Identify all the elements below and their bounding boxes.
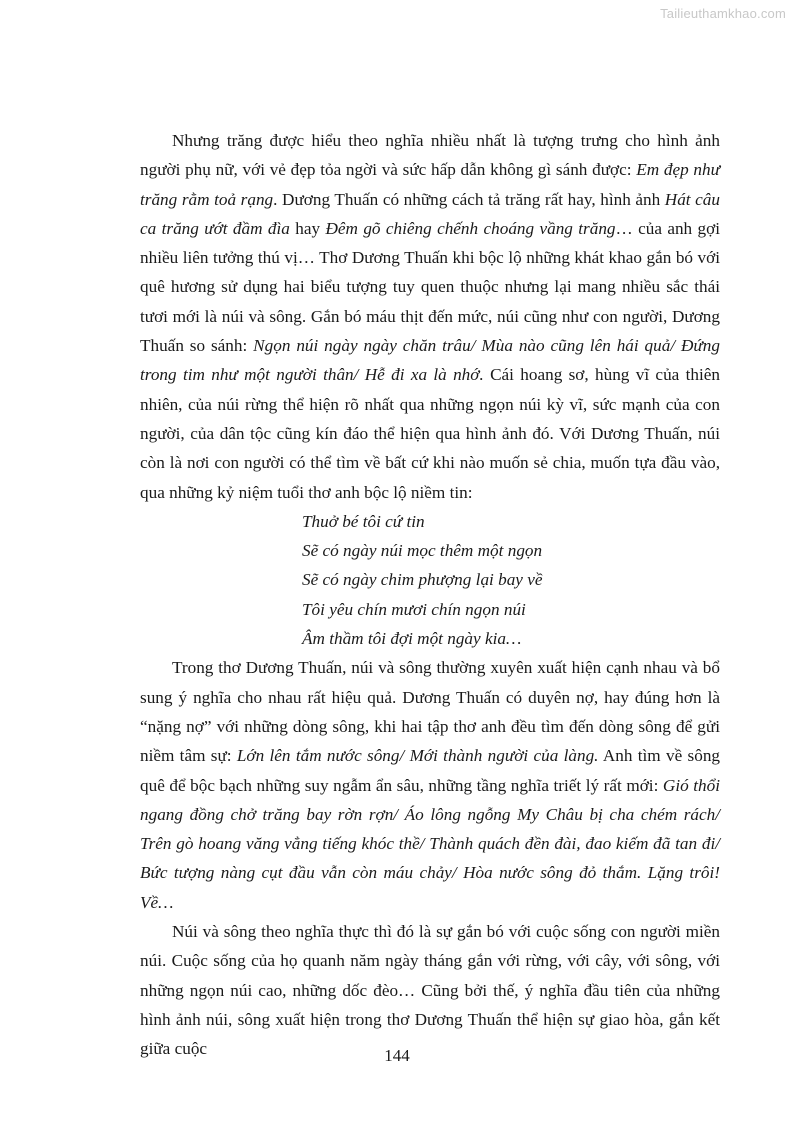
poem-line: Sẽ có ngày chim phượng lại bay về — [302, 570, 543, 590]
poem-block — [140, 507, 720, 653]
text-run: hay — [289, 218, 326, 238]
text-run: Cái hoang sơ, hùng vĩ của thiên nhiên, của núi rừng thể hiện rõ nhất qua những ngọn núi kỳ vĩ, sức mạnh của con người, của dân tộc cũng kín đáo thể hiện qua hình ảnh đó. Với Dương Thuấn, núi còn là nơi con người có thể tìm về bất cứ khi nào muốn sẻ chia, muốn tựa đầu vào, qua những kỷ niệm tuổi thơ anh bộc lộ niềm tin: — [140, 365, 720, 502]
paragraph — [140, 917, 720, 1063]
italic-quote: Gió thổi ngang đồng chở trăng bay rờn rợn/ Áo lông ngỗng My Châu bị cha chém rách/ Trên gò hoang văng vẳng tiếng khóc thề/ Thành quách đền đài, đao kiếm đã tan đi/ Bức tượng nàng cụt đầu vẫn còn máu chảy/ Hòa nước sông đỏ thắm. Lặng trôi! Về… — [140, 775, 720, 912]
watermark-text: Tailieuthamkhao.com — [660, 6, 786, 21]
poem-line: Thuở bé tôi cứ tin — [302, 511, 425, 531]
page-body — [140, 126, 720, 1064]
paragraph — [140, 126, 720, 507]
text-run: Nhưng trăng được hiểu theo nghĩa nhiều nhất là tượng trưng cho hình ảnh người phụ nữ, với vẻ đẹp tỏa ngời và sức hấp dẫn không gì sánh được: — [140, 131, 720, 180]
italic-quote: Lớn lên tắm nước sông/ Mới thành người của làng. — [236, 746, 599, 766]
italic-quote: Hát câu ca trăng ướt đầm đìa — [140, 189, 720, 238]
italic-quote: Ngọn núi ngày ngày chăn trâu/ Mùa nào cũng lên hái quả/ Đứng trong tim như một người thân/ Hễ đi xa là nhớ. — [140, 336, 720, 385]
italic-quote: Em đẹp như trăng rằm toả rạng — [140, 160, 720, 209]
page-number: 144 — [384, 1046, 410, 1065]
paragraph — [140, 653, 720, 917]
poem-line: Âm thầm tôi đợi một ngày kia… — [302, 629, 522, 649]
italic-quote: Đêm gõ chiêng chếnh choáng vầng trăng — [325, 218, 616, 238]
text-run: … của anh gợi nhiều liên tưởng thú vị… Thơ Dương Thuấn khi bộc lộ những khát khao gắn bó với quê hương sử dụng hai biểu tượng tuy quen thuộc nhưng lại mang nhiều sắc thái tươi mới là núi và sông. Gắn bó máu thịt đến mức, núi cũng như con người, Dương Thuấn so sánh: — [140, 218, 720, 356]
text-run: Anh tìm về sông quê để bộc bạch những suy ngẫm ẩn sâu, những tầng nghĩa triết lý rất mới: — [140, 746, 721, 795]
poem-line: Sẽ có ngày núi mọc thêm một ngọn — [302, 541, 543, 561]
text-run: Núi và sông theo nghĩa thực thì đó là sự gắn bó với cuộc sống con người miền núi. Cuộc sống của họ quanh năm ngày tháng gắn với rừng, với cây, với sông, với những ngọn núi cao, những dốc đèo… Cũng bởi thế, ý nghĩa đầu tiên của những hình ảnh núi, sông xuất hiện trong thơ Dương Thuấn thể hiện sự giao hòa, gắn kết giữa cuộc — [140, 922, 720, 1059]
text-run: . Dương Thuấn có những cách tả trăng rất hay, hình ảnh — [273, 189, 665, 209]
poem-line: Tôi yêu chín mươi chín ngọn núi — [302, 599, 526, 619]
text-run: Trong thơ Dương Thuấn, núi và sông thường xuyên xuất hiện cạnh nhau và bổ sung ý nghĩa cho nhau rất hiệu quả. Dương Thuấn có duyên nợ, hay đúng hơn là “nặng nợ” với những dòng sông, khi hai tập thơ anh đều tìm đến dòng sông để gửi niềm tâm sự: — [140, 658, 720, 766]
